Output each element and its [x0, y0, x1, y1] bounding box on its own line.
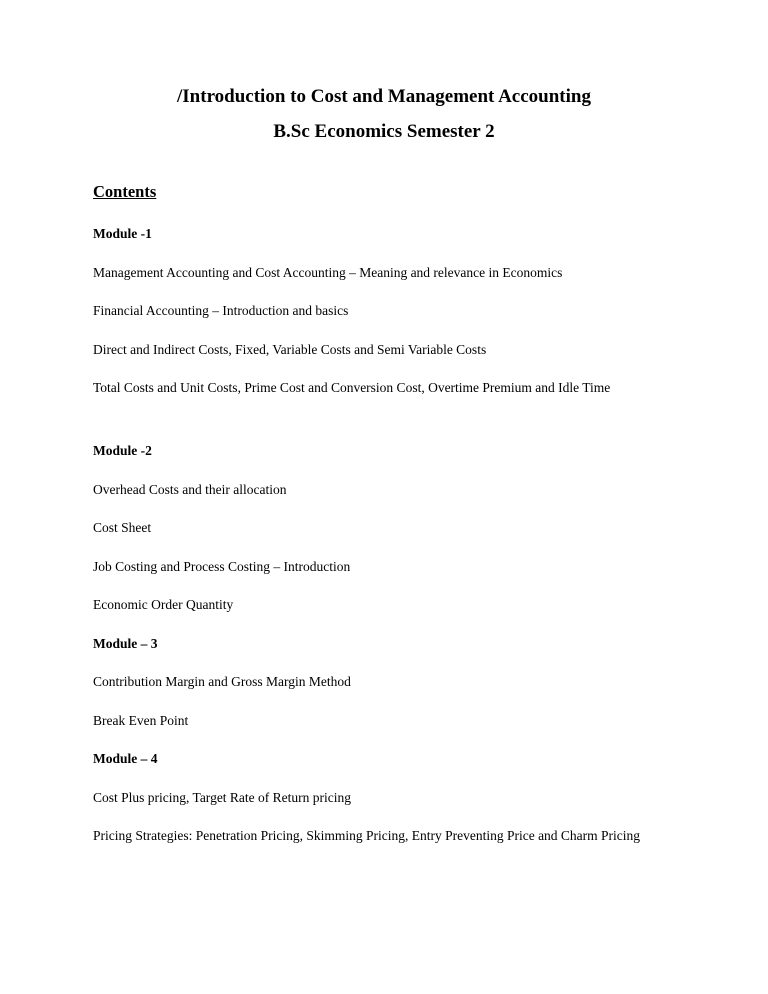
module-1-item-4: Total Costs and Unit Costs, Prime Cost and Conversion Cost, Overtime Premium and Idle Time [93, 380, 611, 395]
module-1-item-1: Management Accounting and Cost Accounting – Meaning and relevance in Economics [93, 265, 563, 280]
document-subtitle: B.Sc Economics Semester 2 [273, 121, 495, 142]
module-2-item-1: Overhead Costs and their allocation [93, 482, 287, 497]
module-3-item-2: Break Even Point [93, 713, 189, 728]
module-2-item-3: Job Costing and Process Costing – Introduction [93, 559, 351, 574]
module-1-item-3: Direct and Indirect Costs, Fixed, Variable Costs and Semi Variable Costs [93, 342, 487, 357]
module-1-item-2: Financial Accounting – Introduction and basics [93, 303, 349, 318]
module-3-heading: Module – 3 [93, 636, 158, 651]
module-4-item-1: Cost Plus pricing, Target Rate of Return pricing [93, 790, 352, 805]
document-title: /Introduction to Cost and Management Accounting [177, 86, 591, 107]
module-2-item-2: Cost Sheet [93, 520, 152, 535]
module-3-item-1: Contribution Margin and Gross Margin Method [93, 674, 351, 689]
module-4-heading: Module – 4 [93, 751, 158, 766]
module-4-item-2: Pricing Strategies: Penetration Pricing, Skimming Pricing, Entry Preventing Price and Charm Pricing [93, 828, 641, 843]
contents-heading: Contents [93, 182, 157, 201]
module-1-heading: Module -1 [93, 226, 152, 241]
module-2-heading: Module -2 [93, 443, 152, 458]
module-2-item-4: Economic Order Quantity [93, 597, 234, 612]
